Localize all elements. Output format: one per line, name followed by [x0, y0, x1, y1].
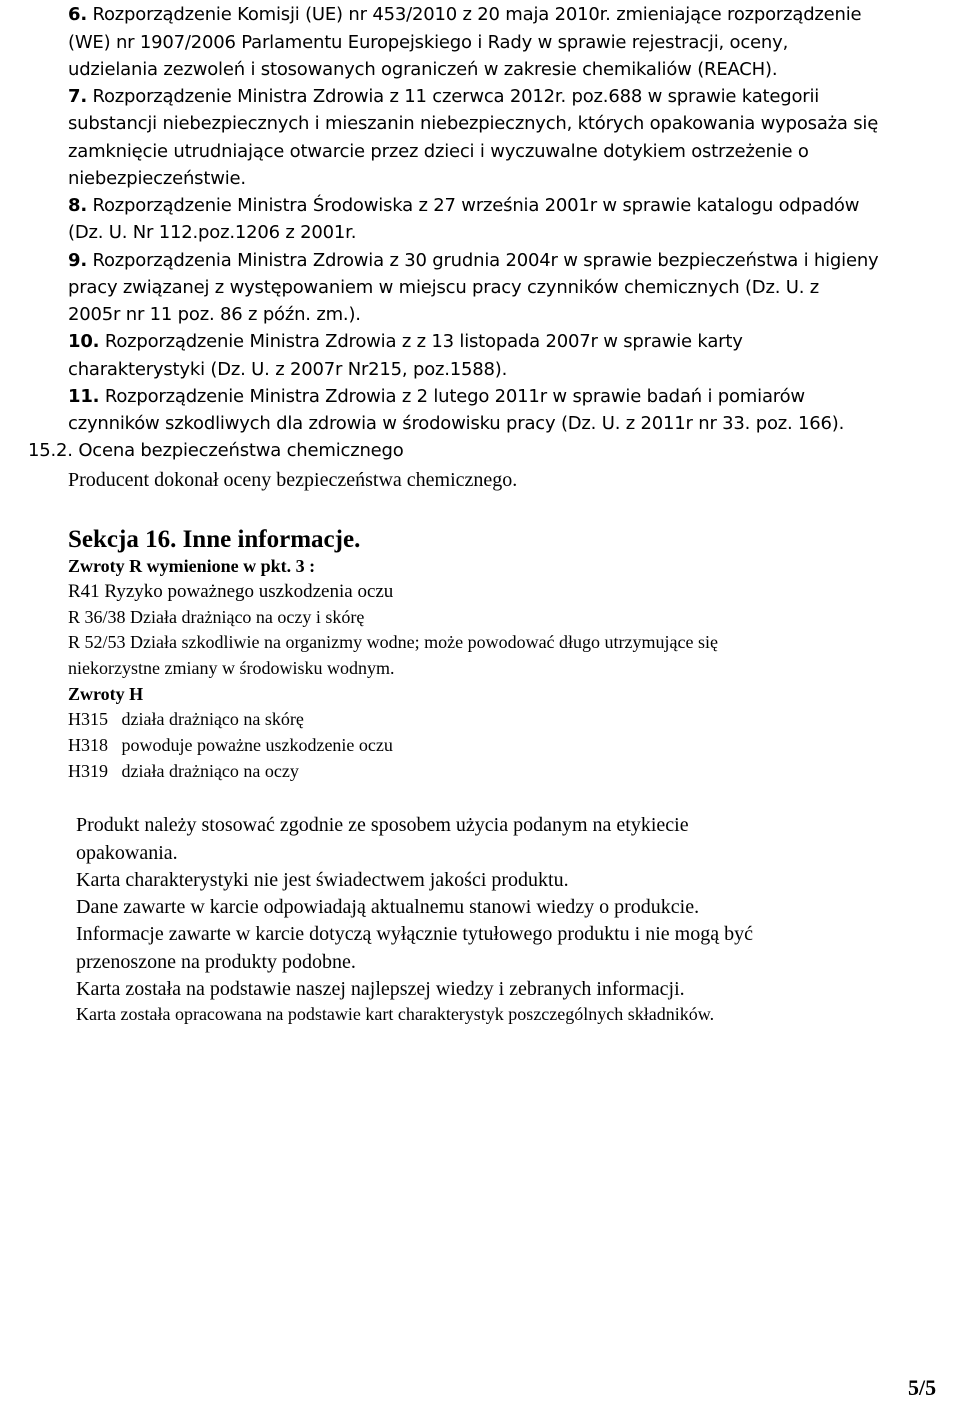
regulation-item-6-line-3: udzielania zezwoleń i stosowanych ograniczeń w zakresie chemikaliów (REACH). — [68, 59, 778, 80]
note-scope-continued: przenoszone na produkty podobne. — [76, 951, 356, 973]
regulation-item-10 — [68, 333, 743, 351]
regulation-item-9-line-3: 2005r nr 11 poz. 86 z późn. zm.). — [68, 304, 361, 325]
item-number: 10. — [68, 331, 100, 352]
r-phrases-title: Zwroty R wymienione w pkt. 3 : — [68, 556, 316, 576]
section-15-2-title: 15.2. Ocena bezpieczeństwa chemicznego — [28, 440, 404, 461]
item-text: Rozporządzenie Komisji (UE) nr 453/2010 z 20 maja 2010r. zmieniające rozporządzenie — [92, 4, 862, 25]
regulation-item-11-line-2: czynników szkodliwych dla zdrowia w środowisku pracy (Dz. U. z 2011r nr 33. poz. 166). — [68, 413, 845, 434]
item-text: Rozporządzenia Ministra Zdrowia z 30 grudnia 2004r w sprawie bezpieczeństwa i higieny — [92, 250, 879, 271]
item-number: 9. — [68, 250, 87, 271]
item-text: Rozporządzenie Ministra Środowiska z 27 września 2001r w sprawie katalogu odpadów — [92, 195, 860, 216]
page-number: 5/5 — [908, 1375, 937, 1400]
note-usage: Produkt należy stosować zgodnie ze sposobem użycia podanym na etykiecie — [76, 814, 689, 836]
item-text: Rozporządzenie Ministra Zdrowia z 2 lutego 2011r w sprawie badań i pomiarów — [104, 386, 805, 407]
regulation-item-8-line-2: (Dz. U. Nr 112.poz.1206 z 2001r. — [68, 222, 357, 243]
note-scope: Informacje zawarte w karcie dotyczą wyłącznie tytułowego produktu i nie mogą być — [76, 923, 753, 945]
item-number: 7. — [68, 86, 87, 107]
regulation-item-8 — [68, 197, 859, 215]
section-16-heading: Sekcja 16. Inne informacje. — [68, 526, 361, 553]
note-usage-continued: opakowania. — [76, 842, 178, 864]
regulation-item-11 — [68, 388, 805, 406]
item-number: 6. — [68, 4, 87, 25]
note-quality: Karta charakterystyki nie jest świadectwem jakości produktu. — [76, 869, 569, 891]
h315-phrase: H315 działa drażniąco na skórę — [68, 709, 304, 729]
regulation-item-7-line-3: zamknięcie utrudniające otwarcie przez dzieci i wyczuwalne dotykiem ostrzeżenie o — [68, 141, 809, 162]
item-number: 8. — [68, 195, 87, 216]
note-basis: Karta została na podstawie naszej najlepszej wiedzy i zebranych informacji. — [76, 978, 685, 1000]
item-text: Rozporządzenie Ministra Zdrowia z z 13 listopada 2007r w sprawie karty — [104, 331, 743, 352]
note-sources: Karta została opracowana na podstawie kart charakterystyk poszczególnych składników. — [76, 1004, 715, 1024]
item-number: 11. — [68, 386, 100, 407]
h319-phrase: H319 działa drażniąco na oczy — [68, 761, 299, 781]
regulation-item-6-line-2: (WE) nr 1907/2006 Parlamentu Europejskiego i Rady w sprawie rejestracji, oceny, — [68, 32, 789, 53]
r52-53-phrase-continued: niekorzystne zmiany w środowisku wodnym. — [68, 658, 395, 678]
regulation-item-7-line-4: niebezpieczeństwie. — [68, 168, 246, 189]
regulation-item-9-line-2: pracy związanej z występowaniem w miejscu pracy czynników chemicznych (Dz. U. z — [68, 277, 820, 298]
r52-53-phrase: R 52/53 Działa szkodliwie na organizmy wodne; może powodować długo utrzymujące się — [68, 632, 718, 652]
regulation-item-10-line-2: charakterystyki (Dz. U. z 2007r Nr215, poz.1588). — [68, 359, 508, 380]
regulation-item-9 — [68, 252, 879, 270]
r36-38-phrase: R 36/38 Działa drażniąco na oczy i skórę — [68, 607, 365, 627]
regulation-item-7 — [68, 88, 819, 106]
h-phrases-title: Zwroty H — [68, 684, 144, 704]
regulation-item-7-line-2: substancji niebezpiecznych i mieszanin niebezpiecznych, których opakowania wyposaża się — [68, 113, 879, 134]
item-text-continued: 688 w sprawie kategorii — [608, 86, 820, 107]
regulation-item-6 — [68, 6, 861, 24]
r41-phrase: R41 Ryzyko poważnego uszkodzenia oczu — [68, 581, 394, 602]
note-knowledge: Dane zawarte w karcie odpowiadają aktualnemu stanowi wiedzy o produkcie. — [76, 896, 700, 918]
h318-phrase: H318 powoduje poważne uszkodzenie oczu — [68, 735, 393, 755]
section-15-2-text: Producent dokonał oceny bezpieczeństwa chemicznego. — [68, 469, 518, 491]
item-text: Rozporządzenie Ministra Zdrowia z 11 czerwca 2012r. poz. — [92, 86, 609, 107]
